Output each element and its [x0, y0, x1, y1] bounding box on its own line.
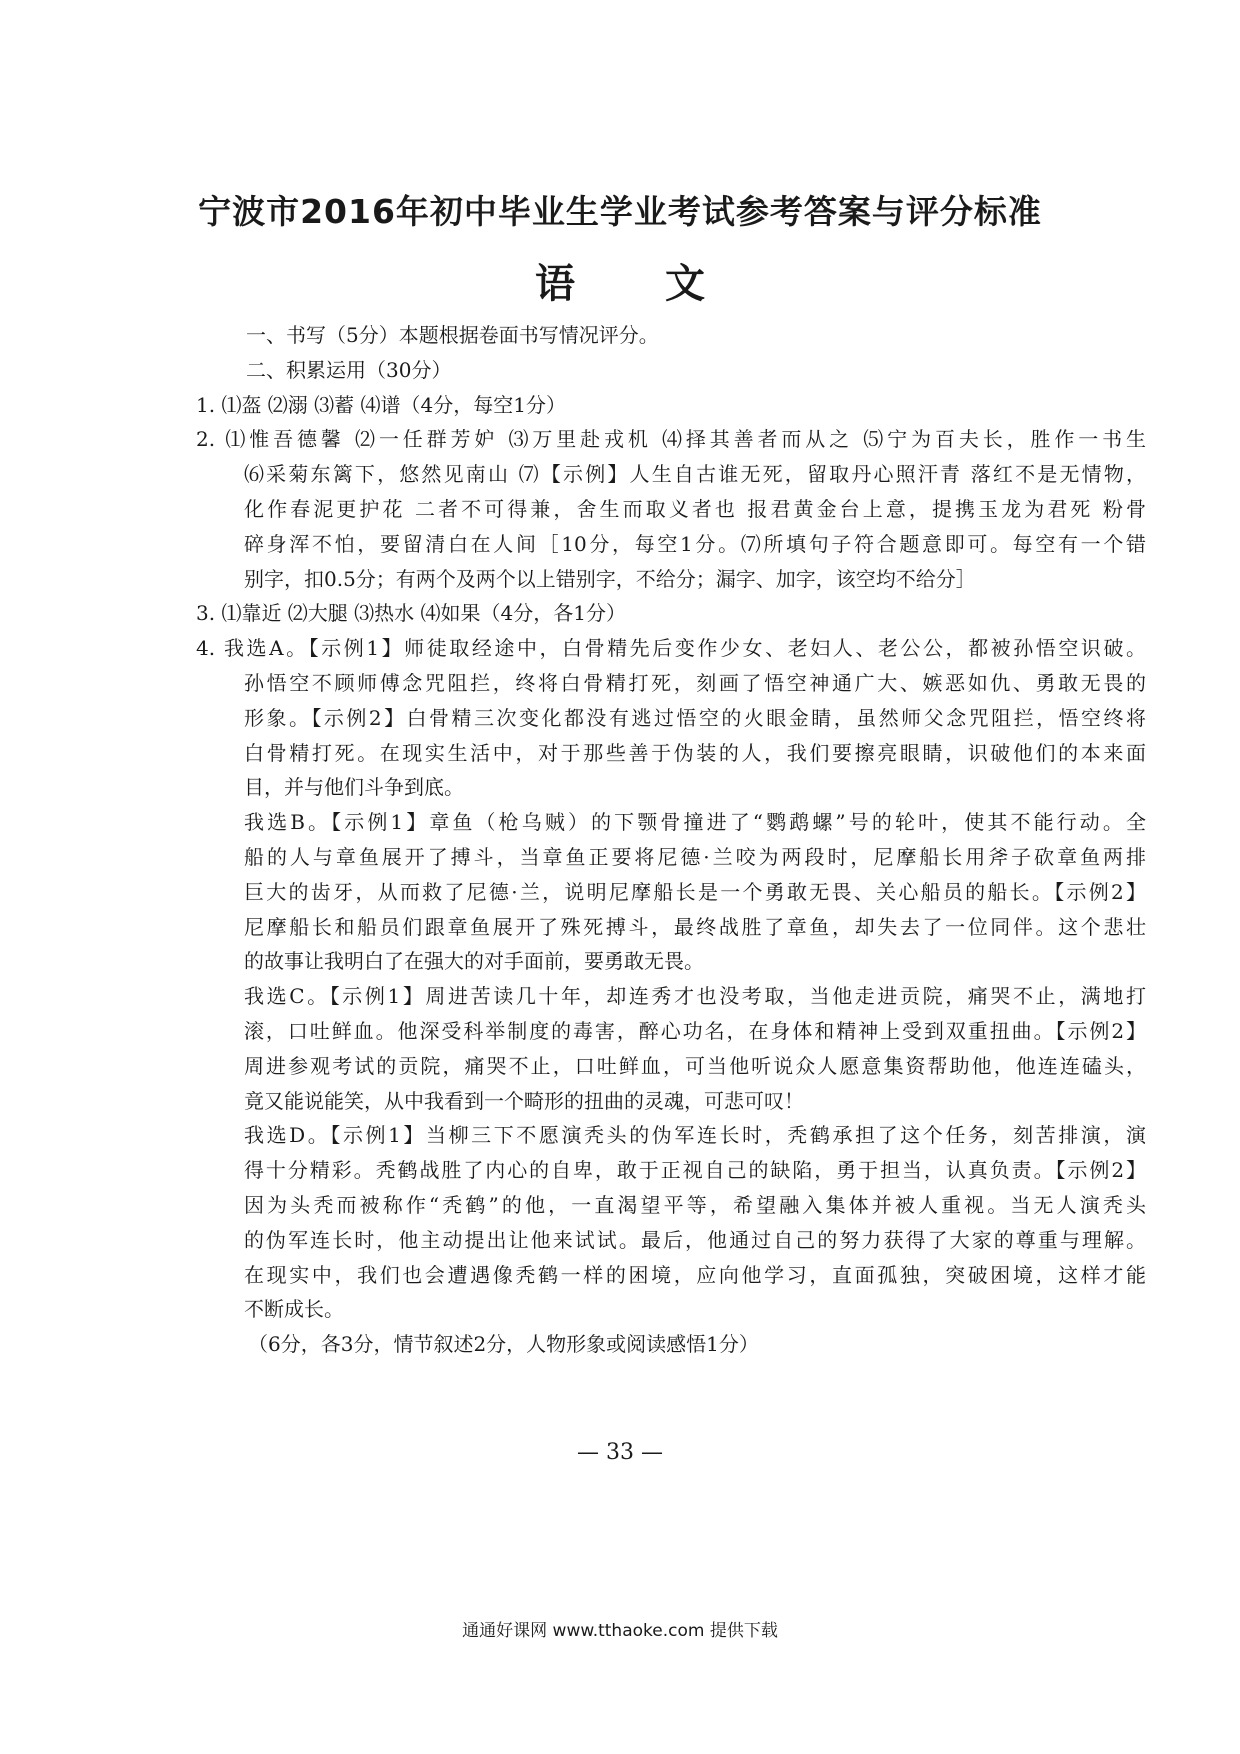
answer-line: 巨大的齿牙，从而救了尼德·兰，说明尼摩船长是一个勇敢无畏、关心船员的船长。【示例2】: [244, 879, 1146, 904]
document-title: 宁波市2016年初中毕业生学业考试参考答案与评分标准: [198, 192, 1042, 231]
section-heading-accumulation: 二、积累运用（30分）: [246, 357, 452, 382]
answer-line: 周进参观考试的贡院，痛哭不止，口吐鲜血，可当他听说众人愿意集资帮助他，他连连磕头，: [244, 1053, 1146, 1078]
subject-heading: 语文: [535, 261, 795, 307]
answer-line: 孙悟空不顾师傅念咒阻拦，终将白骨精打死，刻画了悟空神通广大、嫉恶如仇、勇敢无畏的: [244, 670, 1146, 695]
answer-line: 尼摩船长和船员们跟章鱼展开了殊死搏斗，最终战胜了章鱼，却失去了一位同伴。这个悲壮: [244, 914, 1146, 939]
answer-line: 船的人与章鱼展开了搏斗，当章鱼正要将尼德·兰咬为两段时，尼摩船长用斧子砍章鱼两排: [244, 844, 1146, 869]
answer-line: 的伪军连长时，他主动提出让他来试试。最后，他通过自己的努力获得了大家的尊重与理解。: [244, 1227, 1146, 1252]
answer-line-q1: 1. ⑴盔 ⑵溺 ⑶蓄 ⑷谱（4分，每空1分）: [196, 392, 566, 417]
answer-line: 白骨精打死。在现实生活中，对于那些善于伪装的人，我们要擦亮眼睛，识破他们的本来面: [244, 740, 1146, 765]
answer-line: 滚，口吐鲜血。他深受科举制度的毒害，醉心功名，在身体和精神上受到双重扭曲。【示例2】: [244, 1018, 1146, 1043]
answer-line: 因为头秃而被称作“秃鹤”的他，一直渴望平等，希望融入集体并被人重视。当无人演秃头: [244, 1192, 1146, 1217]
answer-line-q2: 2. ⑴惟吾德馨 ⑵一任群芳妒 ⑶万里赴戎机 ⑷择其善者而从之 ⑸宁为百夫长，胜作一书生: [196, 427, 1146, 452]
answer-line: 别字，扣0.5分；有两个及两个以上错别字，不给分；漏字、加字，该空均不给分］: [244, 566, 976, 591]
answer-line: 目，并与他们斗争到底。: [244, 775, 464, 800]
answer-line: ⑹采菊东篱下，悠然见南山 ⑺【示例】人生自古谁无死，留取丹心照汗青 落红不是无情物，: [244, 462, 1146, 487]
answer-line: 竟又能说能笑，从中我看到一个畸形的扭曲的灵魂，可悲可叹！: [244, 1088, 804, 1113]
scoring-note: （6分，各3分，情节叙述2分，人物形象或阅读感悟1分）: [248, 1332, 759, 1357]
answer-line: 的故事让我明白了在强大的对手面前，要勇敢无畏。: [244, 949, 704, 974]
answer-line: 在现实中，我们也会遭遇像秃鹤一样的困境，应向他学习，直面孤独，突破困境，这样才能: [244, 1262, 1146, 1287]
answer-line-q4: 4. 我选A。【示例1】师徒取经途中，白骨精先后变作少女、老妇人、老公公，都被孙悟空识破。: [196, 636, 1146, 661]
answer-line: 不断成长。: [244, 1297, 344, 1322]
answer-line-q3: 3. ⑴靠近 ⑵大腿 ⑶热水 ⑷如果（4分，各1分）: [196, 601, 626, 626]
answer-line: 得十分精彩。秃鹤战胜了内心的自卑，敢于正视自己的缺陷，勇于担当，认真负责。【示例2】: [244, 1158, 1146, 1183]
answer-line: 碎身浑不怕，要留清白在人间［10分，每空1分。⑺所填句子符合题意即可。每空有一个错: [244, 531, 1146, 556]
footer-credit: 通通好课网 www.tthaoke.com 提供下载: [462, 1621, 778, 1641]
answer-line-option-c: 我选C。【示例1】周进苦读几十年，却连秀才也没考取，当他走进贡院，痛哭不止，满地打: [244, 984, 1146, 1009]
answer-line: 化作春泥更护花 二者不可得兼，舍生而取义者也 报君黄金台上意，提携玉龙为君死 粉骨: [244, 496, 1146, 521]
answer-line-option-d: 我选D。【示例1】当柳三下不愿演秃头的伪军连长时，秃鹤承担了这个任务，刻苦排演，演: [244, 1123, 1146, 1148]
section-heading-writing: 一、书写（5分）本题根据卷面书写情况评分。: [246, 323, 659, 347]
page-number: — 33 —: [577, 1440, 663, 1465]
answer-body: [196, 318, 1146, 1362]
answer-line: 形象。【示例2】白骨精三次变化都没有逃过悟空的火眼金睛，虽然师父念咒阻拦，悟空终将: [244, 705, 1146, 730]
answer-line-option-b: 我选B。【示例1】章鱼（枪乌贼）的下颚骨撞进了“鹦鹉螺”号的轮叶，使其不能行动。全: [244, 810, 1146, 835]
